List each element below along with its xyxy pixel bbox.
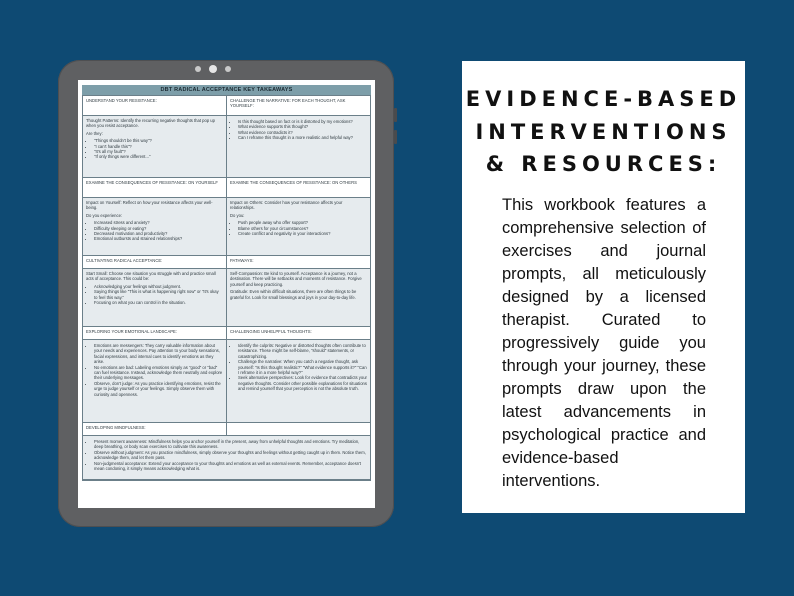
section-content: [83, 116, 227, 178]
card-title-line: INTERVENTIONS: [475, 119, 732, 144]
section-heading: DEVELOPING MINDFULNESS:: [83, 423, 227, 436]
list-item: • What evidence contradicts it?: [238, 130, 367, 135]
section-heading: PATHWAYS:: [227, 256, 370, 269]
section-content: [83, 436, 370, 480]
section-heading: EXPLORING YOUR EMOTIONAL LANDSCAPE:: [83, 327, 227, 340]
list-item: • "It's all my fault"?: [94, 149, 223, 154]
list-item: • Challenge the narrative: When you catch a negative thought, ask yourself: "Is this thought realistic?" "What evidence supports it?" "Can I reframe it in a more helpful way?": [238, 359, 367, 375]
bullet-list: [86, 284, 223, 306]
section-text: Impact on Others: Consider how your resistance affects your relationships.: [230, 200, 343, 211]
camera-dot-icon: [195, 66, 201, 72]
list-item: • What evidence supports this thought?: [238, 124, 367, 129]
list-item: • Difficulty sleeping or eating?: [94, 226, 223, 231]
list-item: • Present moment awareness: Mindfulness helps you anchor yourself in the present, away from unhelpful thoughts and emotions. Try meditation, deep breathing, or body scan exercises to cultivate this awareness.: [94, 439, 367, 450]
section-content: [83, 269, 227, 327]
section-row: [83, 256, 370, 269]
camera-lens-icon: [209, 65, 217, 73]
worksheet-document: [82, 85, 371, 481]
bullet-list: [230, 119, 367, 141]
list-item: • Can I reframe this thought in a more realistic and helpful way?: [238, 135, 367, 140]
section-heading: CHALLENGING UNHELPFUL THOUGHTS:: [227, 327, 370, 340]
section-text: Thought Patterns: Identify the recurring negative thoughts that pop up when you resist acceptance.: [86, 118, 215, 129]
section-heading: CHALLENGE THE NARRATIVE: FOR EACH THOUGHT, ASK YOURSELF:: [227, 96, 370, 116]
worksheet-title: DBT RADICAL ACCEPTANCE KEY TAKEAWAYS: [82, 85, 371, 95]
list-item: • No emotions are bad: Labeling emotions simply as "good" or "bad" can fuel resistance. Instead, acknowledge them neutrally and explore their underlying messages.: [94, 365, 223, 381]
bullet-list: [86, 138, 223, 160]
card-title-line: EVIDENCE-BASED: [465, 87, 742, 111]
section-subtext: Do you experience:: [86, 212, 123, 218]
list-item: • Observe without judgment: As you practice mindfulness, simply observe your thoughts and feelings without getting caught up in them. Notice them, acknowledge them, and let them pass.: [94, 450, 367, 461]
empty-cell: [227, 423, 370, 436]
list-item: • Acknowledging your feelings without judgment.: [94, 284, 223, 289]
list-item: • Identify the culprits: Negative or distorted thoughts often contribute to resistance. These might be self-blame, "should" statements, or catastrophizing.: [238, 343, 367, 359]
section-content: [227, 198, 370, 256]
section-subtext: Are they:: [86, 130, 103, 136]
list-item: • Emotional outbursts and strained relationships?: [94, 236, 223, 241]
bullet-list: [86, 343, 223, 397]
volume-button: [394, 108, 397, 122]
section-content: [83, 340, 227, 423]
tablet-screen: [78, 80, 375, 508]
bullet-list: [86, 220, 223, 242]
section-row: [83, 340, 370, 423]
section-row: [83, 116, 370, 178]
section-row: [83, 327, 370, 340]
list-item: • Decreased motivation and productivity?: [94, 231, 223, 236]
card-title-line: & RESOURCES:: [485, 152, 722, 176]
list-item: • Create conflict and negativity in your interactions?: [238, 231, 367, 236]
section-heading: EXAMINE THE CONSEQUENCES OF RESISTANCE: ON OTHERS: [227, 178, 370, 198]
section-heading: EXAMINE THE CONSEQUENCES OF RESISTANCE: ON YOURSELF: [83, 178, 227, 198]
section-content: [227, 116, 370, 178]
section-content: [227, 269, 370, 327]
list-item: • Emotions are messengers: They carry valuable information about your needs and experiences. Pay attention to your body sensations, facial expressions, and internal cues to identify emotions as they arise.: [94, 343, 223, 365]
section-row: [83, 178, 370, 198]
list-item: • Non-judgmental acceptance: Extend your acceptance to your thoughts and emotions as well as external events. Remember, acceptance doesn't mean condoning, it simply means acknowledging what is.: [94, 461, 367, 472]
bullet-list: [230, 343, 367, 392]
section-content: [227, 340, 370, 423]
section-heading: UNDERSTAND YOUR RESISTANCE:: [83, 96, 227, 116]
worksheet-grid: [82, 95, 371, 481]
section-row: [83, 96, 370, 116]
card-title: [462, 83, 745, 181]
section-text: Impact on Yourself: Reflect on how your resistance affects your well-being.: [86, 200, 213, 211]
card-body-text: This workbook features a comprehensive selection of exercises and journal prompts, all meticulously designed by a licensed therapist. Curated to progressively guide you through your journey, these prompts draw upon the latest advancements in psychological practice and evidence-based interventions.: [502, 196, 706, 490]
list-item: • Observe, don't judge: As you practice identifying emotions, resist the urge to judge yourself or your feelings. Simply observe them with curiosity and openness.: [94, 381, 223, 397]
list-item: • "If only things were different...": [94, 154, 223, 159]
camera-dot-icon: [225, 66, 231, 72]
list-item: • Seek alternative perspectives: Look for evidence that contradicts your negative thoughts. Consider other possible explanations for situations and remind yourself that your perception is not the absolute truth.: [238, 375, 367, 391]
section-row: [83, 269, 370, 327]
bullet-list: [86, 439, 367, 471]
section-row: [83, 436, 370, 480]
section-text: Self-Compassion: Be kind to yourself. Acceptance is a journey, not a destination. There will be setbacks and moments of resistance. Forgive yourself and keep practicing.: [230, 271, 362, 287]
list-item: • Saying things like "This is what is happening right now" or "It's okay to feel this way.": [94, 289, 223, 300]
section-content: [83, 198, 227, 256]
list-item: • Push people away who offer support?: [238, 220, 367, 225]
list-item: • Blame others for your circumstances?: [238, 226, 367, 231]
info-card: [462, 61, 745, 513]
list-item: • "Things shouldn't be this way"?: [94, 138, 223, 143]
bullet-list: [230, 220, 367, 236]
section-subtext: Do you:: [230, 212, 245, 218]
section-row: [83, 198, 370, 256]
volume-button: [394, 130, 397, 144]
list-item: • Increased stress and anxiety?: [94, 220, 223, 225]
list-item: • Is this thought based on fact or is it distorted by my emotions?: [238, 119, 367, 124]
list-item: • Focusing on what you can control in the situation.: [94, 300, 223, 305]
section-heading: CULTIVATING RADICAL ACCEPTANCE:: [83, 256, 227, 269]
section-text: Start Small: Choose one situation you struggle with and practice small acts of acceptance. This could be:: [86, 271, 216, 282]
tablet-device: [58, 60, 394, 527]
list-item: • "I can't handle this"?: [94, 144, 223, 149]
section-text: Gratitude: Even within difficult situations, there are often things to be grateful for. Look for small blessings and joys in your day-to-day life.: [230, 289, 357, 300]
section-row: [83, 423, 370, 436]
